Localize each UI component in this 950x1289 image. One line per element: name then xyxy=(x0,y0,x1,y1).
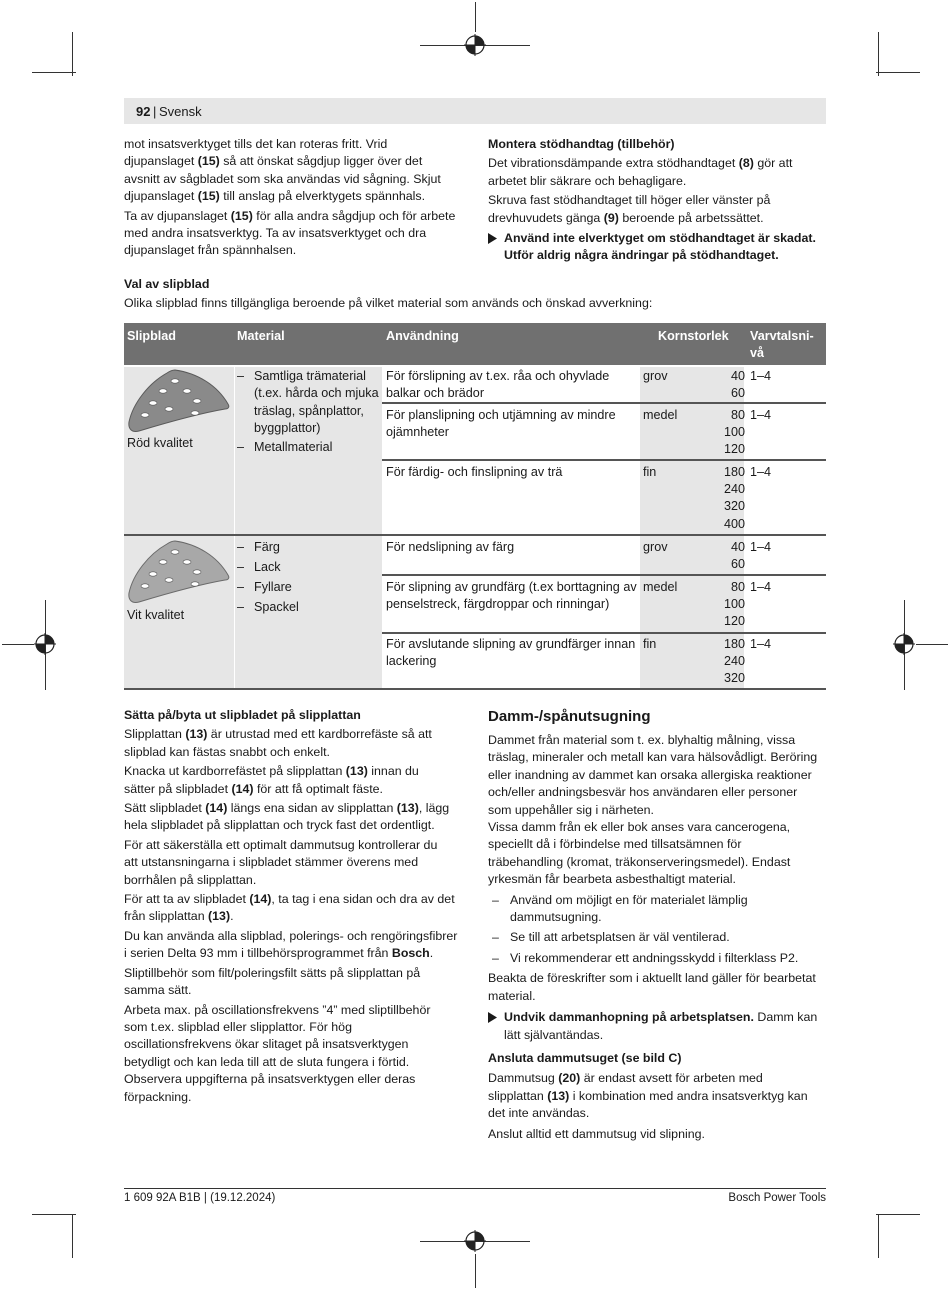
section-heading: Montera stödhandtag (tillbehör) xyxy=(488,137,675,151)
column-header: Användning xyxy=(386,329,459,343)
footer-doc-id: 1 609 92A B1B | (19.12.2024) xyxy=(124,1192,276,1204)
paragraph: Sliptillbehör som filt/poleringsfilt sätts på slipplattan på samma sätt. xyxy=(124,965,421,998)
paragraph: Arbeta max. på oscillationsfrekvens ”4” med sliptillbehör som t.ex. slipblad eller slipplattor. För hög oscillationsfrekvens ökar slitaget på insatsverktygen betydligt och kan leda till att de sluta fungera i förtid. Observera uppgifterna på insatsverktygen eller deras förpackning. xyxy=(124,1002,431,1104)
sanding-sheet-table: Slipblad Material Användning Kornstorlek Varvtalsni- vå Röd kvalitet – Samtliga trämaterial (t.ex. hårda och mjuka träslag, spånplattor, byggplattor) – Metallmaterial För förslipning av t.ex. råa och ohyvlade balkar och brädor grov 40 60 1–4 För planslipning och utjämning av mindre ojämnheter medel 80 100 120 1–4 För färdig- och finslipning av trä fin 180 240 320 400 1–4 Vit kvalitet – Färg – Lack – Fyllare – Spackel För nedslipning av färg grov 40 60 1–4 För slipning av grundfärg (t.ex borttagning av penselstreck, färgdroppar och rinningar) medel 80 100 120 1–4 För avslutande slipning av grundfärger innan lackering fin 180 240 320 1–4 xyxy=(124,323,826,690)
paragraph: Slipplattan (13) är utrustad med ett kardborrefäste så att slipblad kan fästas snabbt och enkelt. xyxy=(124,727,432,759)
paragraph: Knacka ut kardborrefästet på slipplattan (13) innan du sätter på slipbladet (14) för att få optimalt fäste. xyxy=(124,764,419,796)
crosshair-icon xyxy=(893,633,915,655)
list-item: – Se till att arbetsplatsen är väl ventilerad. xyxy=(492,930,730,945)
paragraph: Olika slipblad finns tillgängliga beroende på vilket material som används och önskad avverkning: xyxy=(124,296,653,311)
header-language: Svensk xyxy=(159,104,202,119)
paragraph: Beakta de föreskrifter som i aktuellt land gäller för bearbetat material. xyxy=(488,971,816,1003)
paragraph: Skruva fast stödhandtaget till höger eller vänster på drevhuvudets gänga (9) beroende på arbetssättet. xyxy=(488,193,771,225)
right-top-text xyxy=(488,136,828,265)
sanding-pad-icon xyxy=(127,540,231,604)
pad-label: Vit kvalitet xyxy=(127,608,185,622)
list-item: – Använd om möjligt en för materialet lämplig dammutsugning. xyxy=(492,892,748,925)
section-heading: Val av slipblad xyxy=(124,277,210,291)
header-separator: | xyxy=(153,104,157,119)
section-heading: Ansluta dammutsuget (se bild C) xyxy=(488,1050,682,1065)
paragraph: Sätt slipbladet (14) längs ena sidan av slipplattan (13), lägg hela slipbladet på slipplattan och tryck fast det ordentligt. xyxy=(124,801,450,833)
paragraph: mot insatsverktyget tills det kan roteras fritt. Vrid djupanslaget (15) så att önskat sågdjup ligger över det avsnitt av sågbladet som ska användas vid sågning. Skjut djupanslaget (15) till anslag på elverktygets spännhals. xyxy=(124,137,441,204)
sanding-pad-icon xyxy=(127,369,231,433)
crosshair-icon xyxy=(34,633,56,655)
page-header xyxy=(124,98,826,124)
paragraph: För att säkerställa ett optimalt dammutsug kontrollerar du att utstansningarna i slipbladet stämmer överens med borrhålen på slipplattan. xyxy=(124,837,438,887)
list-item: – Vi rekommenderar ett andningsskydd i filterklass P2. xyxy=(492,950,799,965)
column-header: Material xyxy=(237,329,285,343)
selection-section xyxy=(124,276,826,313)
crosshair-icon xyxy=(464,34,486,56)
column-header: Slipblad xyxy=(127,329,176,343)
left-top-text xyxy=(124,136,469,260)
footer-brand: Bosch Power Tools xyxy=(728,1192,826,1204)
paragraph: Vissa damm från ek eller bok anses vara cancerogena, speciellt då i förbindelse med tillsatsämnen för träbehandling (kromat, träkonserveringsmedel). Endast yrkesmän får bearbeta asbesthaltigt material. xyxy=(488,820,791,887)
column-header: Varvtalsni- xyxy=(750,329,814,343)
warning-note: Undvik dammanhopning på arbetsplatsen. Damm kan lätt självantändas. xyxy=(488,1009,828,1044)
section-heading: Sätta på/byta ut slipbladet på slipplattan xyxy=(124,708,361,722)
paragraph: Dammet från material som t. ex. blyhaltig målning, vissa träslag, mineraler och metall kan vara hälsovådligt. Beröring eller inandning av dammet kan orsaka allergiska reaktioner och/eller andningsbesvär hos användaren eller personer som uppehåller sig i närheten. xyxy=(488,733,818,817)
paragraph: Du kan använda alla slipblad, polerings- och rengöringsfibrer i serien Delta 93 mm i tillbehörsprogrammet från Bosch. xyxy=(124,928,458,961)
paragraph: Det vibrationsdämpande extra stödhandtaget (8) gör att arbetet blir säkrare och behagligare. xyxy=(488,156,793,188)
pad-label: Röd kvalitet xyxy=(127,436,193,450)
triangle-right-icon xyxy=(488,1012,497,1023)
triangle-right-icon xyxy=(488,233,497,244)
column-header: vå xyxy=(750,346,765,360)
column-header: Kornstorlek xyxy=(658,329,729,343)
paragraph: Anslut alltid ett dammutsug vid slipning. xyxy=(488,1126,705,1141)
paragraph: För att ta av slipbladet (14), ta tag i ena sidan och dra av det från slipplattan (13). xyxy=(124,892,455,924)
paragraph: Ta av djupanslaget (15) för alla andra sågdjup och för arbete med andra insatsverktyg. Ta av insatsverktyget och dra djupanslaget från spännhalsen. xyxy=(124,208,456,258)
section-heading: Damm-/spånutsugning xyxy=(488,708,651,725)
crosshair-icon xyxy=(464,1230,486,1252)
warning-note: Använd inte elverktyget om stödhandtaget är skadat. Utför aldrig några ändringar på stödhandtaget. xyxy=(488,230,828,265)
paragraph: Dammutsug (20) är endast avsett för arbeten med slipplattan (13) i kombination med andra insatsverktyg kan det inte användas. xyxy=(488,1071,808,1121)
left-bottom-text xyxy=(124,707,469,1106)
page-number: 92 xyxy=(136,104,151,119)
footer-rule xyxy=(124,1188,826,1189)
right-bottom-text xyxy=(488,707,828,1143)
